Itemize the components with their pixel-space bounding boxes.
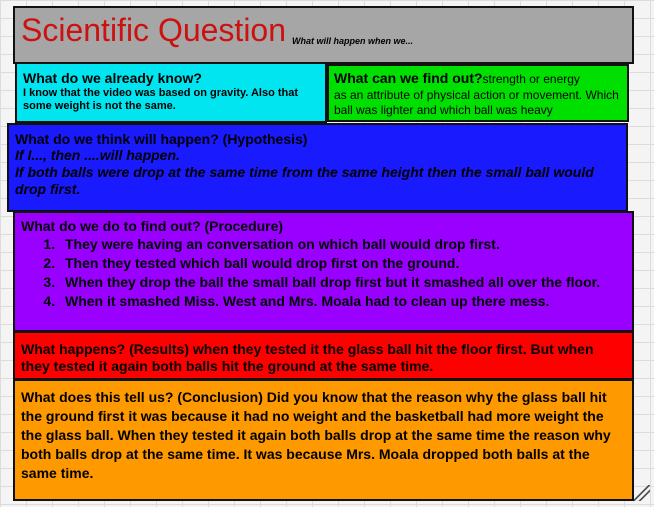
procedure-step: 3. When they drop the ball the small ball drop first but it smashed all over the floor. [59,274,626,291]
find-out-text: as an attribute of physical action or movement. Which ball was lighter and which ball was heavy [334,88,619,117]
hypothesis-template-line: If I..., then ....will happen. [15,147,180,163]
procedure-step: 1. They were having an conversation on which ball would drop first. [59,236,626,253]
procedure-heading: What do we do to find out? (Procedure) [21,218,284,234]
page-subtitle: What will happen when we... [292,36,414,46]
hypothesis-statement: If both balls were drop at the same time from the same height then the small ball would drop first. [15,164,594,197]
results-text: What happens? (Results) when they tested it the glass ball hit the floor first. But when they tested it again both balls hit the ground at the same time. [21,341,594,374]
already-know-heading: What do we already know? [23,70,202,86]
conclusion-text: What does this tell us? (Conclusion) Did you know that the reason why the glass ball hit the ground first it was because it had no weight and the basketball had more weight the the glass ball. When they tested it again both balls drop at the same time the reason why both balls drop at the same time. It was because Mrs. Moala dropped both balls at the same time. [21,389,611,481]
already-know-box[interactable] [15,62,327,123]
procedure-step: 4. When it smashed Miss. West and Mrs. Moala had to clean up there mess. [59,293,626,310]
find-out-inline-text: strength or energy [482,72,580,86]
hypothesis-box[interactable] [7,123,628,212]
procedure-box[interactable] [13,211,634,332]
procedure-steps-list [21,236,626,310]
results-box[interactable] [13,331,634,380]
conclusion-box[interactable] [13,379,634,501]
hypothesis-heading: What do we think will happen? (Hypothesis) [15,131,308,147]
page-title: Scientific Question [21,12,287,48]
find-out-box[interactable] [327,64,629,122]
procedure-step: 2. Then they tested which ball would drop first on the ground. [59,255,626,272]
already-know-text: I know that the video was based on gravity. Also that some weight is not the same. [23,87,299,112]
resize-grip-icon[interactable] [634,485,650,501]
find-out-heading: What can we find out? [334,70,483,86]
title-box[interactable] [13,6,634,64]
